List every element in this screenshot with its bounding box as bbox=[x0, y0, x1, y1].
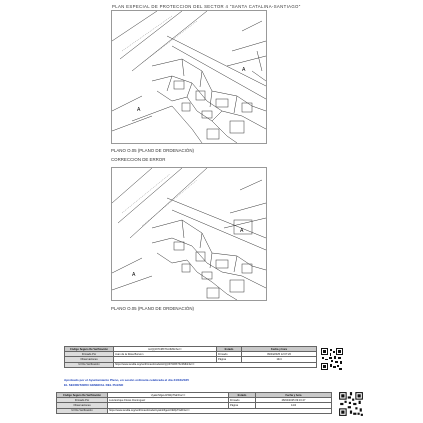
verification-code: UyaknNfgeL0r9WpTfaFFtw== bbox=[108, 393, 229, 398]
qr-code-icon bbox=[338, 391, 364, 417]
qr-code-icon bbox=[320, 347, 344, 371]
verification-table-2 bbox=[56, 392, 332, 414]
page-label: Página bbox=[229, 403, 256, 408]
verification-url[interactable]: https://www.sevilla.org/verifirmav2/code/UyaknNfgeL0r9WpTfaFFtw== bbox=[108, 408, 332, 413]
code-header: Código Seguro De Verificación bbox=[57, 393, 108, 398]
map-top-caption: PLANO O.05 (PLANO DE ORDENACIÓN) bbox=[111, 148, 194, 153]
map-drawing-top bbox=[112, 11, 266, 143]
table-row bbox=[65, 362, 317, 367]
page-value: 14/4 bbox=[242, 357, 317, 362]
status-header: Estado bbox=[229, 393, 256, 398]
signed-by-label: Firmado Por bbox=[57, 398, 108, 403]
map-zone-letter-2: A bbox=[242, 67, 246, 73]
cadastral-map-top bbox=[111, 10, 267, 144]
cadastral-map-bottom bbox=[111, 167, 267, 301]
status-value: Firmado bbox=[217, 352, 242, 357]
url-label: Url De Verificación bbox=[65, 362, 114, 367]
verification-table-1 bbox=[64, 346, 317, 368]
datetime-header: Fecha y hora bbox=[256, 393, 332, 398]
page-value: 14/4 bbox=[256, 403, 332, 408]
map-zone-letter-3: A bbox=[132, 272, 136, 278]
page-label: Página bbox=[217, 357, 242, 362]
status-header: Estado bbox=[217, 347, 242, 352]
signed-by-label: Firmado Por bbox=[65, 352, 114, 357]
datetime-value: 28/04/2025 09:16:47 bbox=[256, 398, 332, 403]
table-row bbox=[57, 408, 332, 413]
correction-caption: CORRECCION DE ERROR bbox=[111, 157, 166, 162]
map-zone-letter-4: A bbox=[240, 228, 244, 234]
verification-url[interactable]: https://www.sevilla.org/verifirmav2/code/Hz/jQz97Cl8X7Kc3Mbl/Jw== bbox=[114, 362, 317, 367]
secretary-note: EL SECRETARIO GENERAL DEL PLENO bbox=[64, 383, 124, 387]
signed-by-value: Luis Enrique Flores Domínguez bbox=[108, 398, 229, 403]
observations-label: Observaciones bbox=[57, 403, 108, 408]
verification-code: Hz/jQz97Cl8X7Kc3Mbl/Jw== bbox=[114, 347, 217, 352]
code-header: Código Seguro De Verificación bbox=[65, 347, 114, 352]
observations-label: Observaciones bbox=[65, 357, 114, 362]
signed-by-value: Juan de la Rosa Borsom bbox=[114, 352, 217, 357]
datetime-value: 09/04/2025 12:07:26 bbox=[242, 352, 317, 357]
url-label: Url De Verificación bbox=[57, 408, 108, 413]
document-title: PLAN ESPECIAL DE PROTECCION DEL SECTOR 4 "SANTA CATALINA-SANTIAGO" bbox=[112, 4, 301, 9]
map-zone-letter: A bbox=[137, 107, 141, 113]
approval-note: Aprobado por el Ayuntamiento Pleno, en sesión ordinaria celebrada el día 24/04/2025 bbox=[64, 378, 189, 382]
map-bottom-caption: PLANO O.05 (PLANO DE ORDENACIÓN) bbox=[111, 306, 194, 311]
datetime-header: Fecha y hora bbox=[242, 347, 317, 352]
status-value: Firmado bbox=[229, 398, 256, 403]
map-drawing-bottom bbox=[112, 168, 266, 300]
